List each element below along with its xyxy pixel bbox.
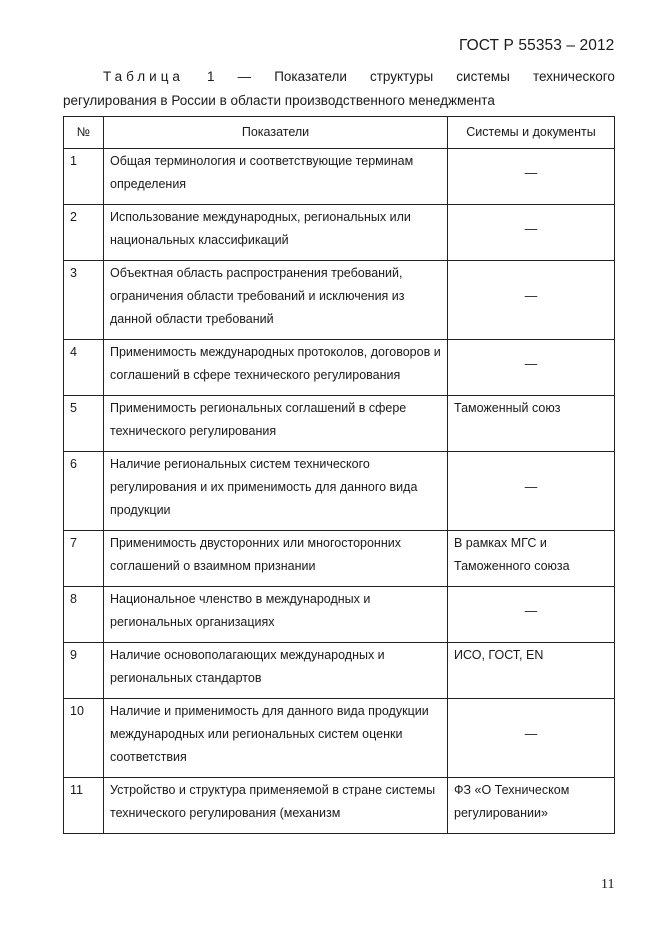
row-number: 9 bbox=[64, 643, 104, 699]
column-header-indicators: Показатели bbox=[104, 117, 448, 149]
table-row bbox=[64, 396, 615, 452]
row-system: — bbox=[448, 205, 615, 261]
table-row bbox=[64, 531, 615, 587]
caption-label: Таблица bbox=[103, 69, 184, 84]
row-system: — bbox=[448, 699, 615, 778]
caption-word: технического bbox=[532, 69, 615, 84]
document-code: ГОСТ Р 55353 – 2012 bbox=[459, 37, 615, 54]
row-number: 3 bbox=[64, 261, 104, 340]
row-indicator: Наличие и применимость для данного вида продукции международных или региональных систем оценки соответствия bbox=[104, 699, 448, 778]
row-system: — bbox=[448, 261, 615, 340]
table-header-row bbox=[64, 117, 615, 149]
row-system: — bbox=[448, 149, 615, 205]
row-system: — bbox=[448, 587, 615, 643]
row-number: 5 bbox=[64, 396, 104, 452]
row-indicator: Применимость региональных соглашений в сфере технического регулирования bbox=[104, 396, 448, 452]
row-indicator: Наличие региональных систем технического регулирования и их применимость для данного вида продукции bbox=[104, 452, 448, 531]
row-indicator: Национальное членство в международных и региональных организациях bbox=[104, 587, 448, 643]
caption-word: структуры bbox=[369, 69, 434, 84]
table-row bbox=[64, 699, 615, 778]
caption-word: системы bbox=[456, 69, 510, 84]
row-indicator: Использование международных, региональных или национальных классификаций bbox=[104, 205, 448, 261]
table-row bbox=[64, 587, 615, 643]
page-number: 11 bbox=[601, 877, 615, 892]
row-number: 8 bbox=[64, 587, 104, 643]
caption-dash: — bbox=[237, 69, 252, 84]
table-row bbox=[64, 643, 615, 699]
row-indicator: Объектная область распространения требований, ограничения области требований и исключения из данной области требований bbox=[104, 261, 448, 340]
table-caption bbox=[63, 65, 615, 113]
table-row bbox=[64, 261, 615, 340]
column-header-systems: Системы и документы bbox=[448, 117, 615, 149]
row-number: 6 bbox=[64, 452, 104, 531]
row-indicator: Общая терминология и соответствующие терминам определения bbox=[104, 149, 448, 205]
table-row bbox=[64, 778, 615, 834]
caption-line-2: регулирования в России в области производственного менеджмента bbox=[63, 93, 495, 108]
row-indicator: Устройство и структура применяемой в стране системы технического регулирования (механизм bbox=[104, 778, 448, 834]
caption-line-1 bbox=[63, 65, 615, 89]
row-system: — bbox=[448, 340, 615, 396]
column-header-number: № bbox=[64, 117, 104, 149]
caption-word: Показатели bbox=[274, 69, 347, 84]
row-system: ИСО, ГОСТ, EN bbox=[448, 643, 615, 699]
row-number: 11 bbox=[64, 778, 104, 834]
row-number: 7 bbox=[64, 531, 104, 587]
table-row bbox=[64, 452, 615, 531]
indicators-table bbox=[63, 116, 615, 834]
table-row bbox=[64, 149, 615, 205]
row-indicator: Применимость двусторонних или многосторонних соглашений о взаимном признании bbox=[104, 531, 448, 587]
row-indicator: Применимость международных протоколов, договоров и соглашений в сфере технического регулирования bbox=[104, 340, 448, 396]
row-number: 10 bbox=[64, 699, 104, 778]
row-system: ФЗ «О Техническом регулировании» bbox=[448, 778, 615, 834]
row-system: В рамках МГС и Таможенного союза bbox=[448, 531, 615, 587]
row-number: 4 bbox=[64, 340, 104, 396]
caption-number: 1 bbox=[207, 69, 215, 84]
table-row bbox=[64, 205, 615, 261]
table-row bbox=[64, 340, 615, 396]
row-indicator: Наличие основополагающих международных и региональных стандартов bbox=[104, 643, 448, 699]
row-number: 2 bbox=[64, 205, 104, 261]
row-system: Таможенный союз bbox=[448, 396, 615, 452]
row-number: 1 bbox=[64, 149, 104, 205]
row-system: — bbox=[448, 452, 615, 531]
